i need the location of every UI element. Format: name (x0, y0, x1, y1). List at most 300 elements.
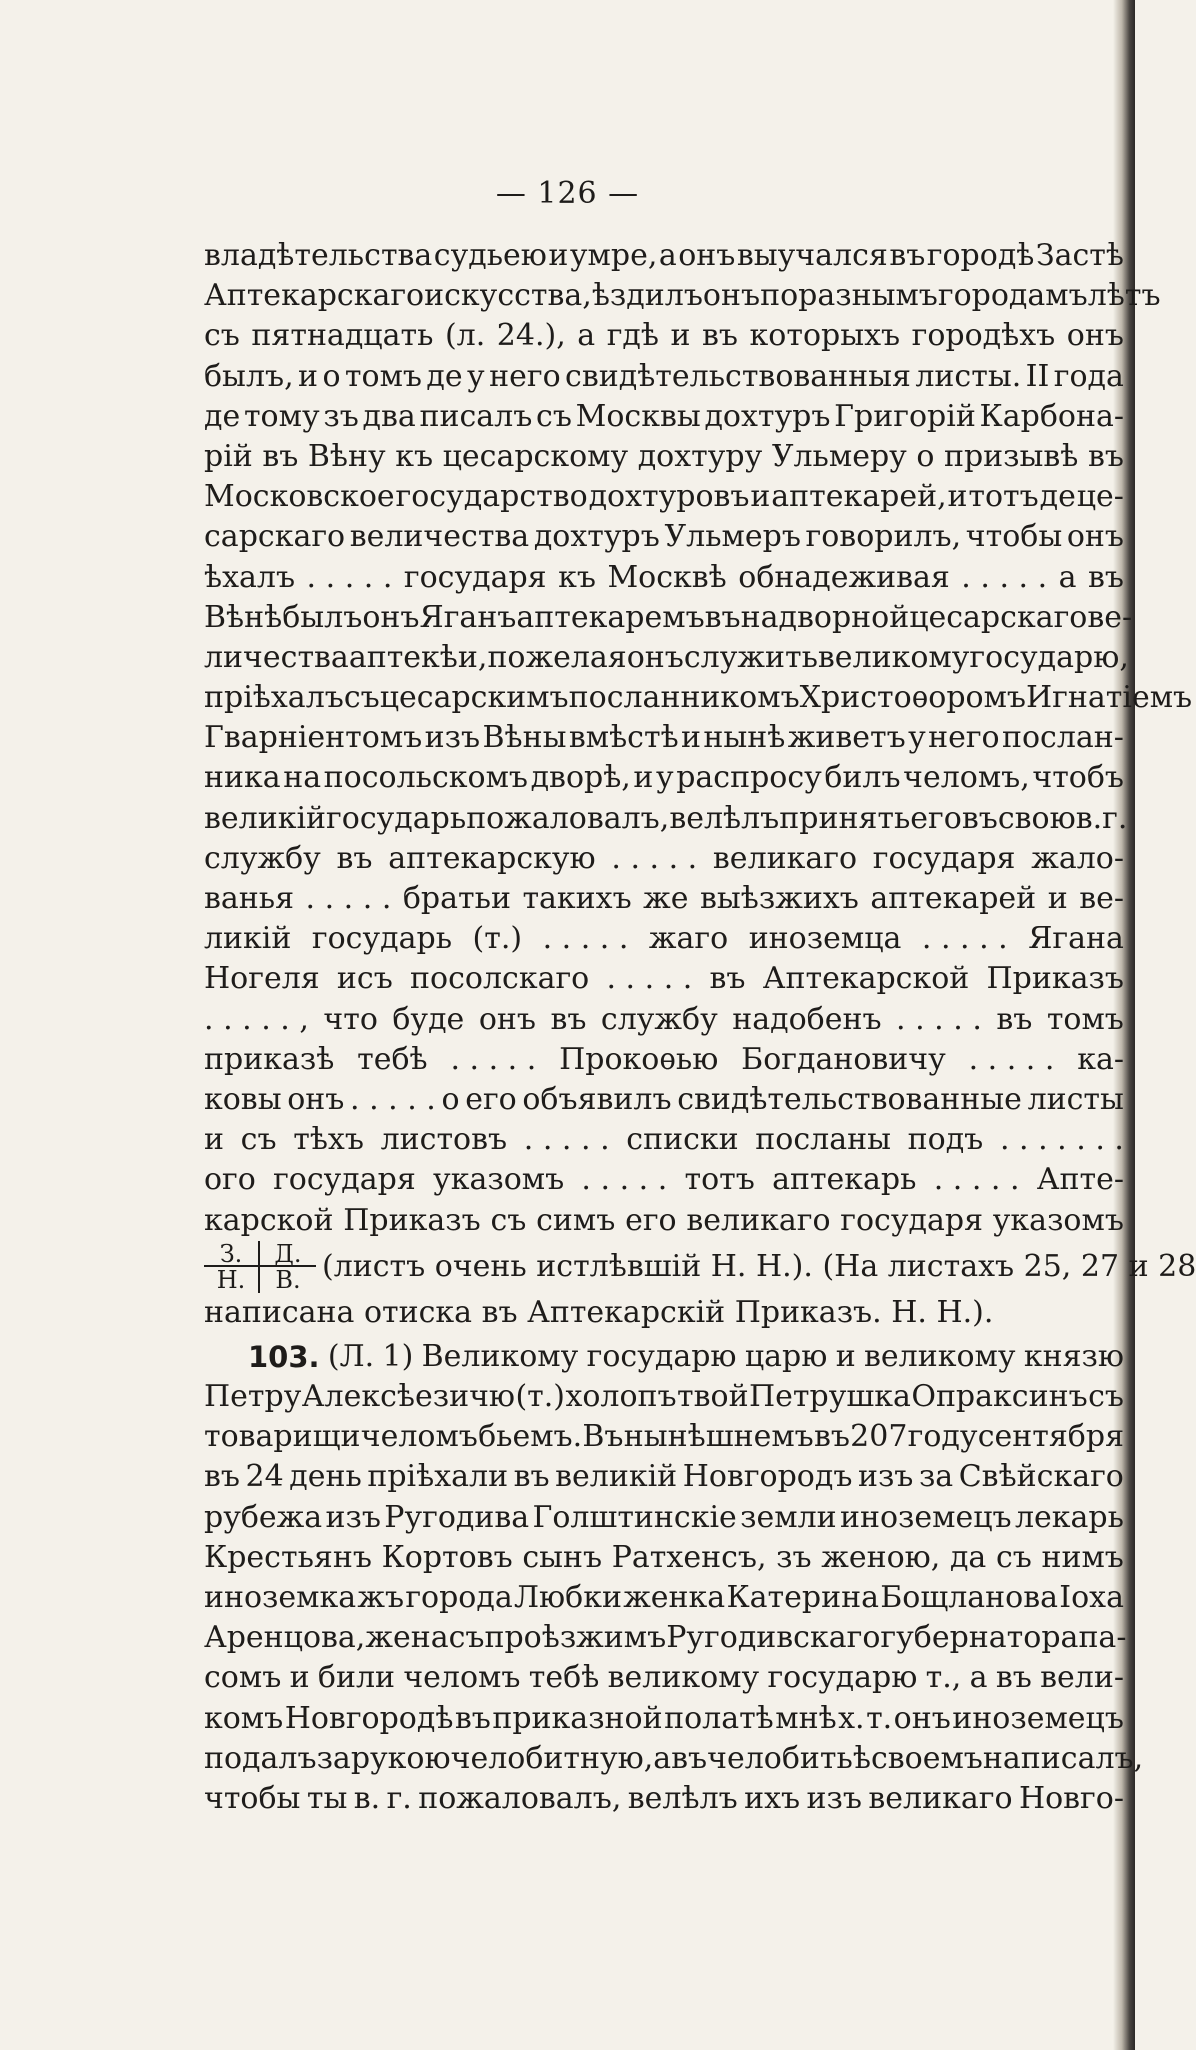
word: Ульмеру (771, 438, 907, 474)
word: иноземецъ (952, 1700, 1124, 1736)
word: рубежа (204, 1499, 323, 1535)
word: товарищи (204, 1419, 361, 1455)
word: комъ (204, 1700, 284, 1736)
word: у (908, 720, 926, 756)
word: листовъ (380, 1122, 508, 1158)
word: Петрушка (749, 1379, 911, 1415)
word: подалъ (204, 1740, 317, 1776)
word: тѣхъ (293, 1122, 364, 1158)
word: (Л. (327, 1338, 375, 1374)
word: иноземецъ (840, 1499, 1012, 1535)
word: челомъ, (903, 760, 1030, 796)
word: карской (204, 1202, 334, 1238)
word: аптекѣ (348, 639, 458, 675)
word: аптекарь (772, 1162, 917, 1198)
word: тебѣ (357, 1041, 428, 1077)
paragraph-2 (204, 1377, 1144, 1819)
word: ника (204, 760, 281, 796)
word: посольскомъ (323, 760, 529, 796)
word: аптекарскую (388, 840, 596, 876)
word: разнымъ (798, 278, 938, 314)
word: . . . . . (606, 961, 693, 997)
word: списки (626, 1122, 739, 1158)
word: свидѣтельствованныя (565, 358, 911, 394)
text-line (204, 678, 1193, 718)
word: женка (623, 1580, 726, 1615)
word: и (289, 1660, 310, 1696)
word: буде (392, 1001, 465, 1037)
word: Ягана (1028, 921, 1124, 957)
word: выѣзжихъ (700, 881, 859, 916)
word: подъ (907, 1122, 984, 1158)
word: въ (454, 1700, 491, 1736)
word: выучался (736, 238, 888, 273)
word: челомъ (403, 1660, 521, 1696)
word: (т.) (472, 921, 523, 957)
word: жена (365, 1620, 449, 1656)
word: пожаловалъ, (418, 1780, 622, 1816)
word: а (653, 1740, 672, 1776)
word: губернатора (880, 1620, 1079, 1656)
word: въ (671, 1740, 708, 1776)
word: и (548, 238, 569, 273)
word: тотъ (968, 479, 1039, 515)
text-block (204, 236, 1196, 1819)
word: а (1058, 559, 1077, 595)
word: ванья (204, 881, 295, 916)
word: Карбона- (979, 398, 1124, 434)
text-line (204, 718, 1124, 758)
word: Въ (582, 1419, 624, 1455)
word: приказной (492, 1700, 663, 1736)
page-number: — 126 — (495, 176, 640, 211)
word: ковы (204, 1081, 282, 1117)
word: иноземка (204, 1580, 357, 1615)
word: братьи (402, 881, 511, 916)
word: листы. (915, 358, 1022, 394)
word: великому (864, 1338, 1016, 1374)
word: государя (872, 840, 1016, 876)
word: былъ (282, 599, 363, 635)
word: Любки (513, 1580, 622, 1615)
word: жаго (648, 921, 729, 957)
word: онъ (626, 639, 684, 675)
word: томъ (344, 358, 422, 394)
paragraph-1 (204, 236, 1193, 1241)
word: Великому (421, 1338, 579, 1374)
word: въ (704, 599, 741, 635)
word: ѣхалъ (204, 559, 296, 595)
word: де (426, 358, 463, 394)
word: него (489, 358, 561, 394)
word: челобитьѣ (707, 1740, 871, 1776)
word: году (907, 1419, 978, 1455)
word: це- (1076, 479, 1124, 515)
seal-line-text: (листъ очень истлѣвшій Н. Н.). (На листахъ 25, 27 и 28 (322, 1248, 1196, 1284)
word: въ (204, 1459, 240, 1495)
word: и (298, 358, 319, 394)
word: Опраксинъ (911, 1379, 1088, 1415)
word: Аптекарскаго (204, 278, 425, 314)
word: городамъ (937, 278, 1088, 314)
word: Новгородъ (682, 1459, 853, 1495)
word: личества (204, 639, 349, 675)
word: съ (536, 398, 572, 434)
word: сынъ (522, 1539, 603, 1575)
word: Аренцова, (204, 1620, 366, 1656)
word: Москвѣ (607, 559, 727, 595)
word: изъ (806, 1780, 862, 1816)
word: такихъ (522, 881, 632, 916)
word: челомъ (360, 1419, 478, 1455)
word: зъ (323, 398, 359, 434)
word: объявилъ (522, 1081, 672, 1117)
word: о (441, 1081, 460, 1117)
text-line (204, 517, 1124, 557)
word: съ (448, 1620, 485, 1656)
word: зъ (776, 1539, 812, 1575)
word: къ (395, 438, 434, 474)
word: Прокоѳью (559, 1041, 719, 1077)
word: Ногеля (204, 961, 320, 997)
word: и (1047, 881, 1068, 916)
word: листы (1027, 1081, 1124, 1117)
word: въ (709, 961, 746, 997)
word: Аптекарской (762, 961, 970, 997)
word: . . . . . (611, 840, 698, 876)
word: Гварніентомъ (204, 720, 423, 756)
word: съ (490, 1202, 527, 1238)
word: Приказъ (343, 1202, 481, 1238)
word: Приказъ (986, 961, 1124, 997)
word: гдѣ (606, 318, 659, 354)
word: да (949, 1539, 987, 1575)
word: де (1039, 479, 1076, 515)
text-line (204, 477, 1124, 517)
word: 1) (382, 1338, 414, 1374)
word: а (969, 1660, 988, 1696)
text-line (204, 1457, 1124, 1497)
word: о (322, 358, 341, 394)
word: дохтуровъ (588, 479, 750, 515)
word: . . . . . . . (999, 1122, 1124, 1158)
word: Апте- (1036, 1162, 1124, 1198)
word: за (316, 1740, 351, 1776)
word: сарскаго (204, 519, 346, 555)
word: . . . . . (542, 921, 629, 957)
word: Алексѣезичю (301, 1379, 516, 1415)
word: ѣздилъ (591, 278, 703, 314)
word: былъ, (204, 358, 294, 394)
word: ве- (1079, 881, 1124, 916)
word: ликій (204, 921, 292, 957)
word: городѣ (926, 238, 1035, 273)
word: пятнадцать (251, 318, 434, 354)
word: . . . . . , (204, 1001, 309, 1037)
word: вели- (1040, 1660, 1124, 1696)
word: Ульмеръ (664, 519, 801, 555)
text-line (204, 1160, 1124, 1200)
word: цесарскому (442, 438, 629, 474)
word: въ (889, 238, 926, 273)
text-line (204, 1739, 1144, 1779)
word: онъ (362, 599, 420, 635)
word: великому (817, 639, 970, 675)
word: жало- (1031, 840, 1124, 876)
word: въ (336, 840, 373, 876)
word: чтобы (965, 519, 1063, 555)
word: в. (353, 1780, 381, 1816)
text-line (204, 919, 1124, 959)
word: рукою (350, 1740, 451, 1776)
word: Кортовъ (381, 1539, 513, 1575)
word: великій (204, 800, 327, 836)
word: Катерина (726, 1580, 879, 1615)
word: и (681, 720, 702, 756)
word: къ (558, 559, 596, 595)
word: великаго (868, 1780, 1013, 1816)
text-line (204, 1080, 1124, 1120)
text-line (204, 1040, 1124, 1080)
word: тому (243, 398, 320, 434)
word: два (362, 398, 416, 434)
seal-top-left: З. (204, 1241, 260, 1267)
text-line (204, 276, 1161, 316)
word: въ (1087, 438, 1124, 474)
word: де (204, 398, 241, 434)
word: томъ (1046, 1001, 1124, 1037)
word: величества (349, 519, 530, 555)
word: государю (586, 1338, 737, 1374)
word: аптекарей, (771, 479, 947, 515)
word: велѣлъ (669, 800, 780, 836)
word: Ругодивскаго (666, 1620, 881, 1656)
word: великаго (686, 1202, 831, 1238)
word: пожелая (487, 639, 627, 675)
word: въ (550, 1001, 587, 1037)
word: у (467, 358, 485, 394)
word: сомъ (204, 1660, 282, 1696)
text-line (204, 1120, 1124, 1160)
word: Игнатіемъ (1026, 680, 1193, 716)
word: государя (273, 1162, 416, 1198)
text-line (204, 1658, 1124, 1698)
word: Христоѳоромъ (799, 680, 1027, 716)
word: Вѣнѣ (204, 599, 283, 635)
word: . . . . . (450, 1041, 537, 1077)
word: посланникомъ (568, 680, 800, 716)
word: чтобы (204, 1780, 301, 1816)
word: принять (779, 800, 911, 836)
word: послан- (1002, 720, 1124, 756)
word: аптекаремъ (516, 599, 705, 635)
word: въ (262, 438, 299, 474)
word: службу (204, 840, 321, 876)
word: государь (311, 921, 453, 957)
word: службу (600, 1001, 718, 1037)
word: а (577, 318, 596, 354)
word: свою (997, 800, 1076, 836)
word: 24 (245, 1459, 284, 1495)
text-line (204, 638, 1129, 678)
word: князю (1023, 1338, 1124, 1374)
text-line (204, 598, 1133, 638)
text-line (204, 1000, 1124, 1040)
word: вмѣстѣ (568, 720, 679, 756)
word: ты (306, 1780, 348, 1816)
text-line (204, 1377, 1124, 1417)
text-line (204, 357, 1124, 397)
text-line (204, 879, 1124, 919)
word: его (910, 800, 962, 836)
text-line (204, 1578, 1124, 1618)
word: твой (677, 1379, 749, 1415)
word: говорилъ, (805, 519, 962, 555)
text-line (204, 1699, 1124, 1739)
word: нимъ (1041, 1539, 1124, 1575)
word: исъ (336, 961, 393, 997)
word: дохтуръ (704, 398, 831, 434)
word: Голштинскіе (532, 1499, 737, 1535)
word: онъ (287, 1081, 345, 1117)
word: въ (1088, 559, 1124, 595)
word: Свѣйскаго (958, 1459, 1124, 1495)
paragraph-1-last-line: написана отиска въ Аптекарскій Приказъ. Н. Н.). (204, 1294, 994, 1330)
word: государство (395, 479, 588, 515)
word: ого (204, 1162, 256, 1198)
word: искусства, (424, 278, 592, 314)
word: полатѣ (664, 1700, 774, 1736)
word: года (1053, 358, 1124, 394)
word: и, (457, 639, 488, 675)
word: дворѣ, (530, 760, 631, 796)
word: обнадеживая (738, 559, 950, 595)
word: на (283, 760, 322, 796)
word: пріѣхалъ (204, 680, 344, 716)
word: изъ (857, 1459, 914, 1495)
word: челобитную, (450, 1740, 654, 1776)
word: изъ (325, 1499, 381, 1535)
word: тотъ (684, 1162, 755, 1198)
word: и (633, 760, 654, 796)
word: онъ (702, 278, 761, 314)
word: надворной (740, 599, 910, 635)
text-line (204, 437, 1124, 477)
word: Вѣну (307, 438, 386, 474)
word: . . . . . (921, 921, 1008, 957)
word: Застѣ (1035, 238, 1124, 273)
word: . . . . . (305, 881, 392, 916)
entry-number: 103. (248, 1339, 320, 1374)
word: въ (961, 800, 998, 836)
word: ихъ (744, 1780, 801, 1816)
word: били (317, 1660, 396, 1696)
word: онъ (478, 1001, 536, 1037)
word: его (465, 1081, 517, 1117)
text-line (204, 959, 1124, 999)
seal-mark (204, 1241, 316, 1293)
word: написалъ, (982, 1740, 1144, 1776)
word: съ (204, 318, 240, 354)
word: въ (813, 1419, 850, 1455)
word: него (928, 720, 1000, 756)
word: бьемъ. (478, 1419, 583, 1455)
word: владѣтельства (204, 238, 433, 273)
word: Бощланова (880, 1580, 1059, 1615)
word: Яганъ (419, 599, 517, 635)
word: Петру (204, 1379, 302, 1415)
word: государя (840, 1202, 984, 1238)
word: Новгородѣ (284, 1700, 454, 1736)
word: государя (403, 559, 547, 595)
word: и (835, 1338, 856, 1374)
word: и (750, 479, 771, 515)
word: съ (343, 680, 380, 716)
word: . . . . . (968, 1041, 1055, 1077)
word: городѣхъ (911, 318, 1056, 354)
word: х. (838, 1700, 865, 1736)
word: своемъ (870, 1740, 983, 1776)
word: холопъ (565, 1379, 677, 1415)
text-line (204, 1538, 1124, 1578)
word: земли (740, 1499, 837, 1535)
word: въ (996, 1001, 1033, 1037)
word: посланы (755, 1122, 891, 1158)
word: по (760, 278, 799, 314)
word: у (655, 760, 674, 796)
word: дохтуръ (533, 519, 660, 555)
word: лекарь (1014, 1499, 1124, 1535)
word: 207 (850, 1419, 908, 1455)
word: указомъ (433, 1162, 565, 1198)
seal-bottom-right: В. (275, 1265, 301, 1294)
word: государь (326, 800, 467, 836)
word: г. (1102, 800, 1128, 836)
word: а (658, 238, 677, 273)
word: нынѣшнемъ (623, 1419, 814, 1455)
word: пріѣхали (367, 1459, 509, 1495)
word: день (289, 1459, 362, 1495)
seal-top-right: Д. (260, 1241, 316, 1267)
word: Григорій (834, 398, 976, 434)
word: онъ (893, 1700, 951, 1736)
word: . . . . . (581, 1162, 668, 1198)
word: аптекарей (870, 881, 1037, 916)
word: великому (607, 1660, 760, 1696)
word: государю, (969, 639, 1129, 675)
word: въ (995, 1660, 1032, 1696)
word: ка- (1077, 1041, 1124, 1077)
word: указомъ (992, 1202, 1124, 1238)
word: и (204, 1122, 224, 1158)
word: призывѣ (943, 438, 1079, 474)
entry-103-first-line (204, 1337, 1124, 1377)
word: приказѣ (204, 1041, 335, 1077)
word: . . . . . (961, 559, 1048, 595)
text-line (204, 1779, 1124, 1819)
word: Крестьянъ (204, 1539, 372, 1575)
word: велѣлъ (627, 1780, 738, 1816)
word: симъ (536, 1202, 616, 1238)
word: съ (995, 1539, 1032, 1575)
word: рій (204, 438, 253, 474)
word: великаго (712, 840, 858, 876)
word: . . . . . (306, 559, 393, 595)
word: Вѣны (482, 720, 567, 756)
word: Богдановичу (741, 1041, 946, 1077)
word: . . . . . (523, 1122, 610, 1158)
word: Іоха (1059, 1580, 1124, 1615)
